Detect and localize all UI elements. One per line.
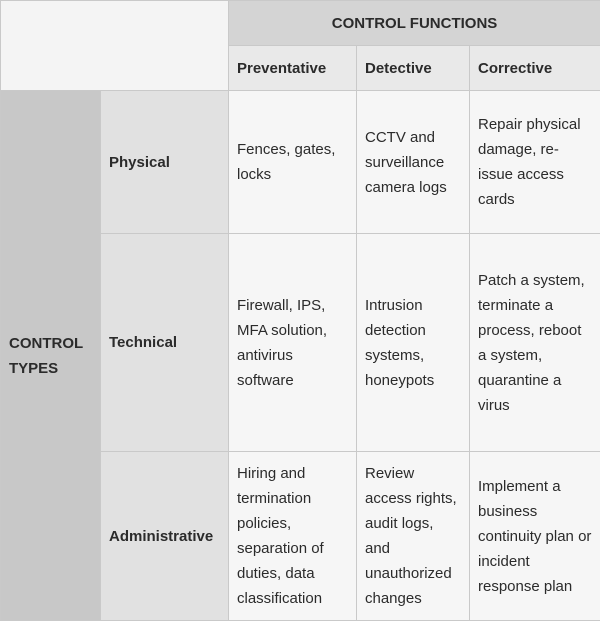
cell-physical-corrective: Repair physical damage, re-issue access cards xyxy=(470,91,600,233)
control-functions-header: CONTROL FUNCTIONS xyxy=(229,1,600,46)
corner-cell xyxy=(1,1,229,91)
cell-technical-preventative: Firewall, IPS, MFA solution, antivirus software xyxy=(229,233,357,452)
cell-administrative-corrective: Implement a business continuity plan or incident response plan xyxy=(470,452,600,621)
column-header-preventative: Preventative xyxy=(229,46,357,91)
control-types-label: CONTROL TYPES xyxy=(1,91,101,621)
table-row-physical xyxy=(1,91,600,233)
cell-administrative-detective: Review access rights, audit logs, and unauthorized changes xyxy=(357,452,470,621)
row-label-physical: Physical xyxy=(101,91,229,233)
cell-technical-corrective: Patch a system, terminate a process, reboot a system, quarantine a virus xyxy=(470,233,600,452)
cell-administrative-preventative: Hiring and termination policies, separation of duties, data classification xyxy=(229,452,357,621)
cell-physical-preventative: Fences, gates, locks xyxy=(229,91,357,233)
row-label-technical: Technical xyxy=(101,233,229,452)
column-header-detective: Detective xyxy=(357,46,470,91)
row-label-administrative: Administrative xyxy=(101,452,229,621)
header-row-functions xyxy=(1,1,600,46)
column-header-corrective: Corrective xyxy=(470,46,600,91)
cell-physical-detective: CCTV and surveillance camera logs xyxy=(357,91,470,233)
cell-technical-detective: Intrusion detection systems, honeypots xyxy=(357,233,470,452)
